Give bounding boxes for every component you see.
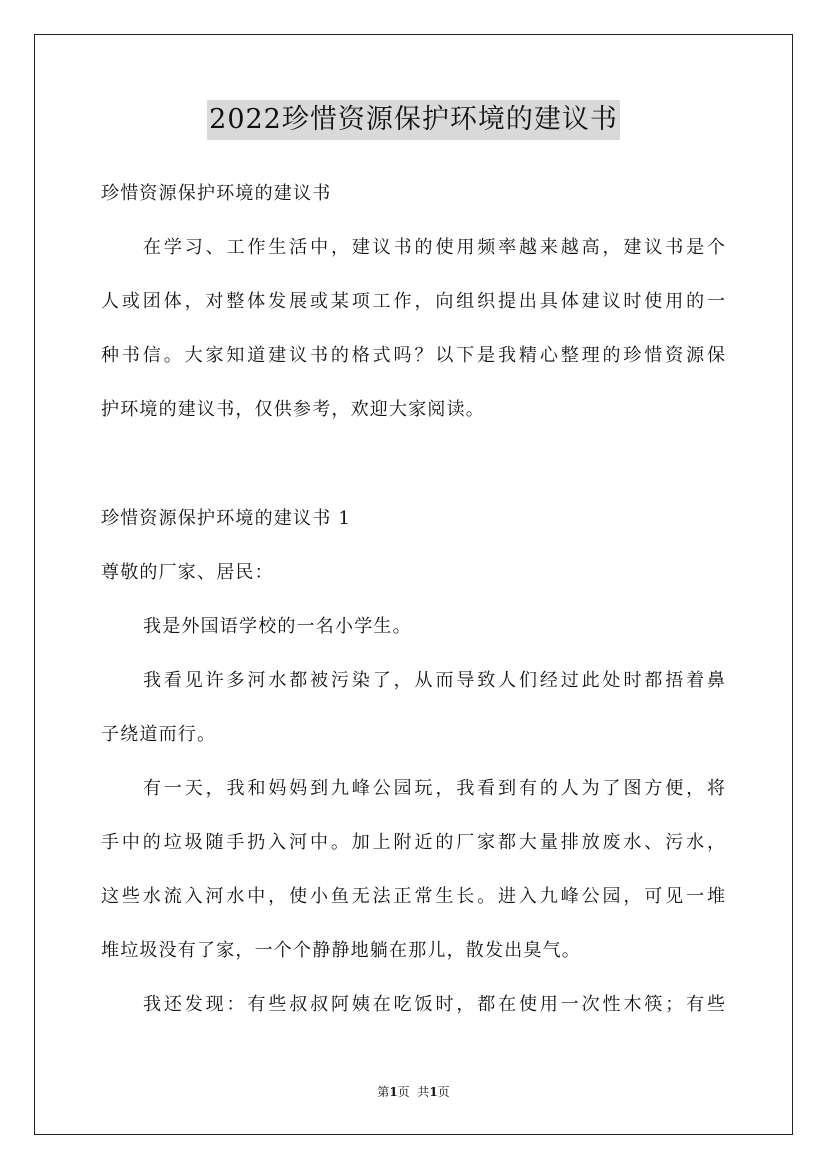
footer-page-total: 1 [429, 1085, 438, 1099]
body-line: 有一天，我和妈妈到九峰公园玩，我看到有的人为了图方便，将 [143, 778, 725, 799]
intro-line: 人或团体，对整体发展或某项工作，向组织提出具体建议时使用的一 [101, 291, 725, 312]
body-line: 手中的垃圾随手扔入河中。加上附近的厂家都大量排放废水、污水， [101, 832, 725, 853]
title-wrap [0, 100, 827, 140]
document-subtitle: 珍惜资源保护环境的建议书 [101, 183, 332, 204]
body-line: 我看见许多河水都被污染了，从而导致人们经过此处时都捂着鼻 [143, 670, 725, 691]
footer-suffix: 页 [437, 1085, 450, 1099]
body-line: 我是外国语学校的一名小学生。 [143, 616, 412, 637]
footer-page-current: 1 [389, 1085, 398, 1099]
body-line: 堆垃圾没有了家，一个个静静地躺在那儿，散发出臭气。 [101, 940, 581, 961]
footer-prefix: 第 [377, 1085, 390, 1099]
body-line: 这些水流入河水中，使小鱼无法正常生长。进入九峰公园，可见一堆 [101, 886, 725, 907]
body-line: 子绕道而行。 [101, 724, 217, 745]
intro-line: 护环境的建议书，仅供参考，欢迎大家阅读。 [101, 399, 485, 420]
page-footer [0, 1084, 827, 1100]
footer-mid: 页 共 [397, 1085, 430, 1099]
section-heading: 珍惜资源保护环境的建议书 1 [101, 508, 351, 529]
intro-line: 在学习、工作生活中，建议书的使用频率越来越高，建议书是个 [143, 237, 725, 258]
intro-line: 种书信。大家知道建议书的格式吗？以下是我精心整理的珍惜资源保 [101, 345, 725, 366]
salutation: 尊敬的厂家、居民： [101, 562, 274, 583]
body-line: 我还发现：有些叔叔阿姨在吃饭时，都在使用一次性木筷；有些 [143, 994, 725, 1015]
document-title: 2022珍惜资源保护环境的建议书 [207, 100, 620, 140]
